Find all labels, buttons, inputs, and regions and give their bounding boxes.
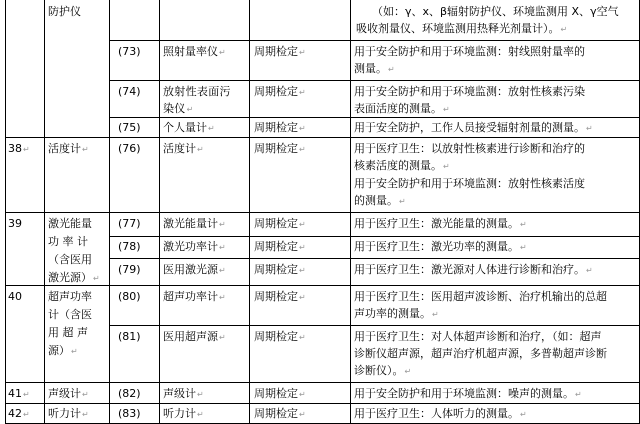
row-divider	[5, 137, 639, 138]
verification-form: 周期检定↵	[254, 263, 306, 276]
item-index: (75)	[118, 121, 141, 134]
instrument-name: 听力计↵	[48, 407, 89, 420]
instrument-name: 声级计↵	[48, 387, 89, 400]
item-index: (78)	[118, 240, 141, 253]
item-name: 听力计↵	[163, 407, 204, 420]
item-index: (83)	[118, 407, 141, 420]
item-name: 激光能量计↵	[163, 217, 226, 230]
purpose-text: （如：γ、x、β辐射防护仪、环境监测用 X、γ空气 吸收剂量仪、环境监测用热释光剂量计）。↵	[356, 5, 619, 35]
item-name: 医用超声源↵	[163, 330, 226, 343]
row-number: 42↵	[8, 407, 30, 420]
purpose-text: 用于医疗卫生：对人体超声诊断和治疗，（如：超声 诊断仪超声源，超声治疗机超声源，多普勒超声诊断 诊断仪）。↵	[354, 330, 607, 377]
item-name: 活度计↵	[163, 142, 204, 155]
purpose-text: 用于医疗卫生：激光能量的测量。↵	[354, 217, 527, 230]
item-index: (80)	[118, 290, 141, 303]
item-name: 激光功率计↵	[163, 240, 226, 253]
row-divider	[109, 236, 639, 237]
verification-form: 周期检定↵	[254, 85, 306, 98]
row-number: 39	[8, 217, 22, 230]
item-name: 个人量计↵	[163, 121, 215, 134]
row-number: 41↵	[8, 387, 30, 400]
item-name: 超声功率计↵	[163, 290, 226, 303]
purpose-text: 用于医疗卫生：人体听力的测量。↵	[354, 407, 527, 420]
purpose-text: 用于安全防护和用于环境监测：放射性核素污染 表面活度的测量。↵	[354, 85, 585, 115]
verification-form: 周期检定↵	[254, 142, 306, 155]
verification-form: 周期检定↵	[254, 330, 306, 343]
purpose-text: 用于安全防护，工作人员接受辐射剂量的测量。↵	[354, 121, 593, 134]
instrument-name: 超声功率 计（含医 用 超 声 源）↵	[48, 290, 92, 357]
purpose-text: 用于医疗卫生：以放射性核素进行诊断和治疗的 核素活度的测量。↵ 用于安全防护和用于环境监测：放射性核素活度 的测量。↵	[354, 142, 585, 207]
item-index: (81)	[118, 330, 141, 343]
item-index: (74)	[118, 85, 141, 98]
purpose-text: 用于医疗卫生：激光功率的测量。↵	[354, 240, 527, 253]
row-divider	[5, 382, 639, 383]
item-name: 照射量率仪↵	[163, 45, 226, 58]
row-divider	[5, 285, 639, 286]
verification-form: 周期检定↵	[254, 121, 306, 134]
verification-form: 周期检定↵	[254, 217, 306, 230]
verification-form: 周期检定↵	[254, 240, 306, 253]
row-divider	[5, 403, 639, 404]
instrument-name: 防护仪	[48, 5, 81, 18]
item-index: (76)	[118, 142, 141, 155]
verification-form: 周期检定↵	[254, 387, 306, 400]
item-index: (82)	[118, 387, 141, 400]
row-number: 40	[8, 290, 22, 303]
instrument-name: 活度计↵	[48, 142, 89, 155]
row-divider	[109, 258, 639, 259]
purpose-text: 用于医疗卫生：激光源对人体进行诊断和治疗。↵	[354, 263, 593, 276]
row-divider	[5, 212, 639, 213]
row-divider	[109, 40, 639, 41]
purpose-text: 用于安全防护和用于环境监测：射线照射量率的 测量。↵	[354, 45, 585, 75]
item-index: (73)	[118, 45, 141, 58]
item-index: (79)	[118, 263, 141, 276]
row-divider	[109, 325, 639, 326]
item-name: 声级计↵	[163, 387, 204, 400]
verification-form: 周期检定↵	[254, 45, 306, 58]
item-index: (77)	[118, 217, 141, 230]
instrument-name: 激光能量 功 率 计 （含医用 激光源）↵	[48, 217, 100, 284]
row-divider	[109, 80, 639, 81]
item-name: 放射性表面污 染仪↵	[163, 85, 231, 115]
row-number: 38↵	[8, 142, 30, 155]
item-name: 医用激光源↵	[163, 263, 226, 276]
verification-form: 周期检定↵	[254, 290, 306, 303]
verification-form: 周期检定↵	[254, 407, 306, 420]
purpose-text: 用于安全防护和用于环境监测：噪声的测量。↵	[354, 387, 582, 400]
purpose-text: 用于医疗卫生：医用超声波诊断、治疗机输出的总超 声功率的测量。↵	[354, 290, 607, 320]
